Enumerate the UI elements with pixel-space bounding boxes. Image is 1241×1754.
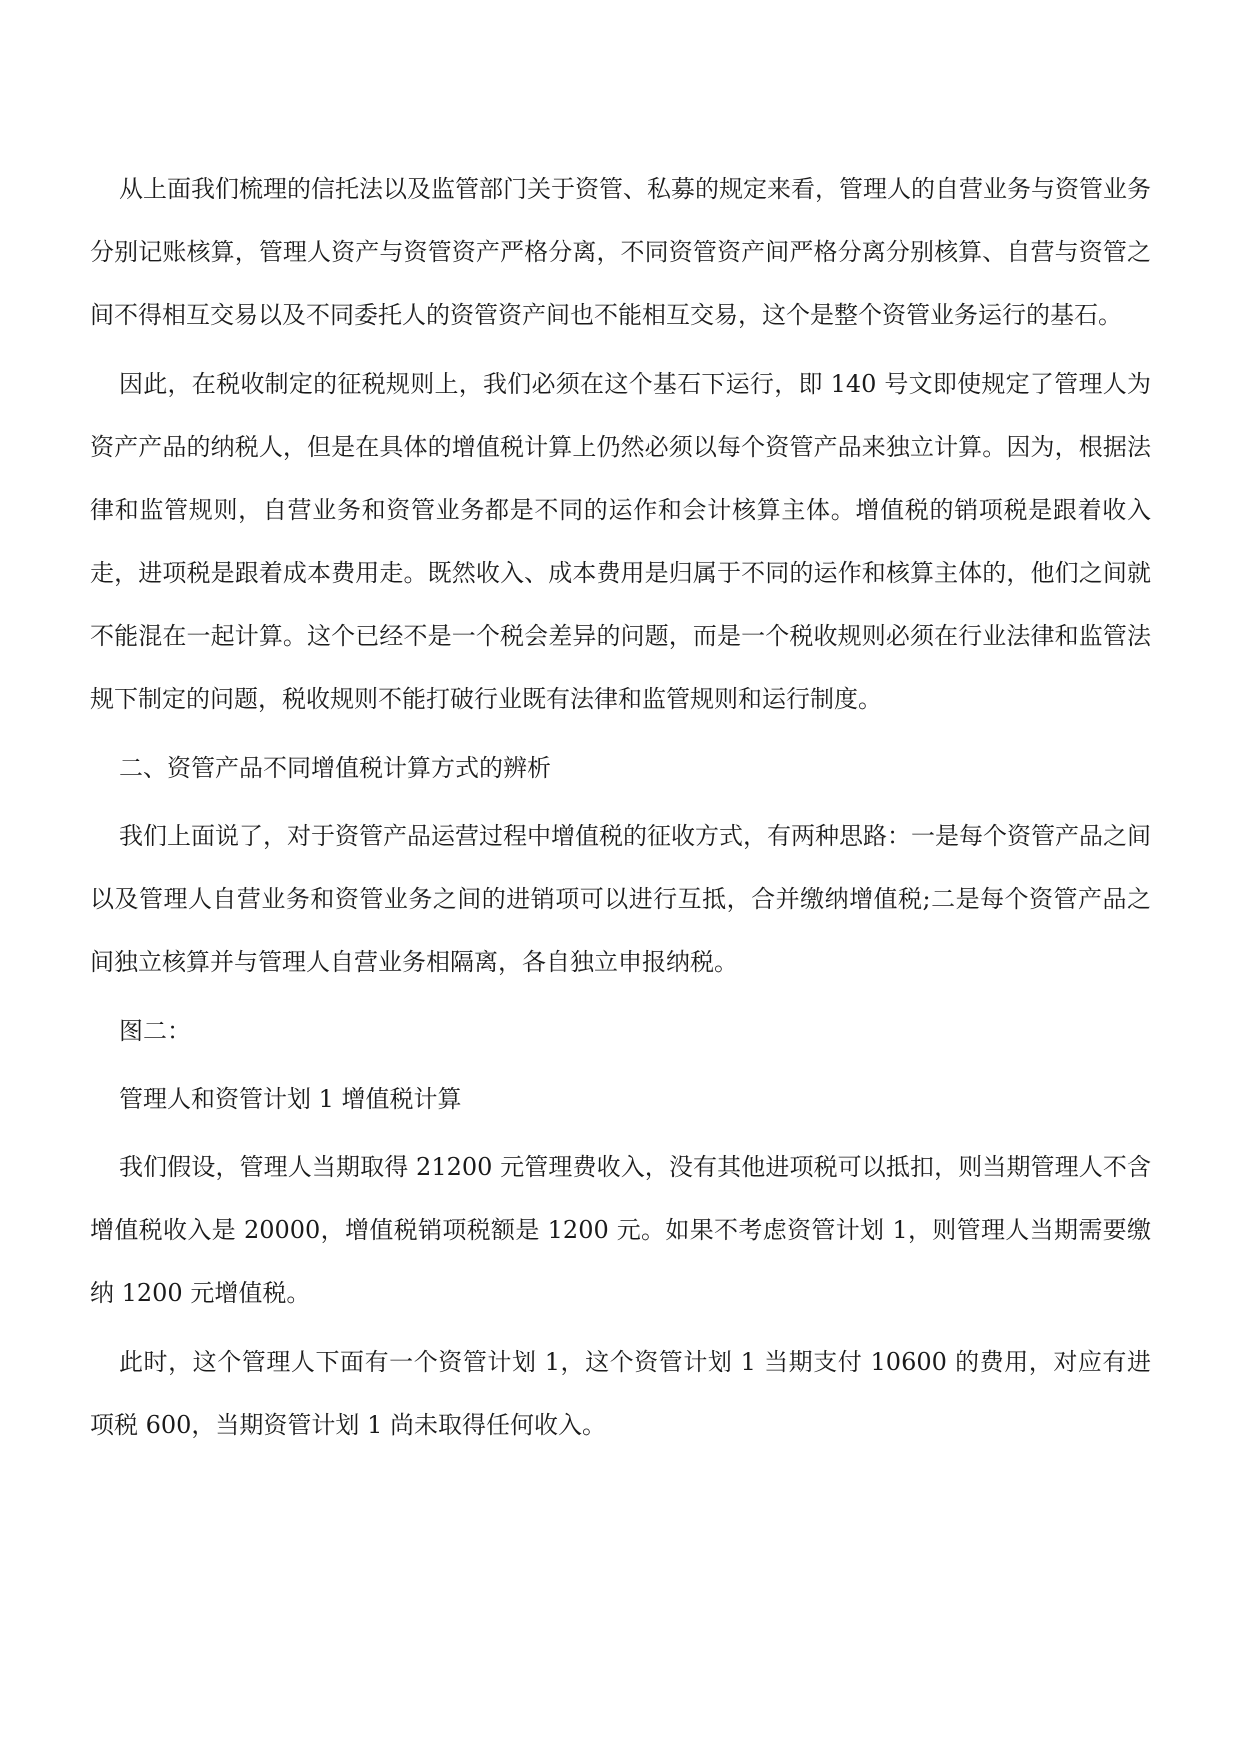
- figure-label: 图二：: [119, 1017, 191, 1045]
- paragraph-3: 我们上面说了，对于资管产品运营过程中增值税的征收方式，有两种思路：一是每个资管产品之间以及管理人自营业务和资管业务之间的进销项可以进行互抵，合并缴纳增值税;二是每个资管产品之间独立核算并与管理人自营业务相隔离，各自独立申报纳税。: [90, 822, 1151, 976]
- figure-caption: 管理人和资管计划 1 增值税计算: [119, 1085, 462, 1113]
- paragraph-2: 因此，在税收制定的征税规则上，我们必须在这个基石下运行，即 140 号文即使规定了管理人为资产产品的纳税人，但是在具体的增值税计算上仍然必须以每个资管产品来独立计算。因为，根据法律和监管规则，自营业务和资管业务都是不同的运作和会计核算主体。增值税的销项税是跟着收入走，进项税是跟着成本费用走。既然收入、成本费用是归属于不同的运作和核算主体的，他们之间就不能混在一起计算。这个已经不是一个税会差异的问题，而是一个税收规则必须在行业法律和监管法规下制定的问题，税收规则不能打破行业既有法律和监管规则和运行制度。: [90, 370, 1151, 713]
- document-body: [90, 158, 1151, 1463]
- paragraph-5: 此时，这个管理人下面有一个资管计划 1，这个资管计划 1 当期支付 10600 的费用，对应有进项税 600，当期资管计划 1 尚未取得任何收入。: [90, 1348, 1151, 1439]
- paragraph-4: 我们假设，管理人当期取得 21200 元管理费收入，没有其他进项税可以抵扣，则当期管理人不含增值税收入是 20000，增值税销项税额是 1200 元。如果不考虑资管计划 1，则管理人当期需要缴纳 1200 元增值税。: [90, 1153, 1151, 1307]
- section-heading: 二、资管产品不同增值税计算方式的辨析: [119, 754, 551, 782]
- paragraph-1: 从上面我们梳理的信托法以及监管部门关于资管、私募的规定来看，管理人的自营业务与资管业务分别记账核算，管理人资产与资管资产严格分离，不同资管资产间严格分离分别核算、自营与资管之间不得相互交易以及不同委托人的资管资产间也不能相互交易，这个是整个资管业务运行的基石。: [90, 175, 1151, 329]
